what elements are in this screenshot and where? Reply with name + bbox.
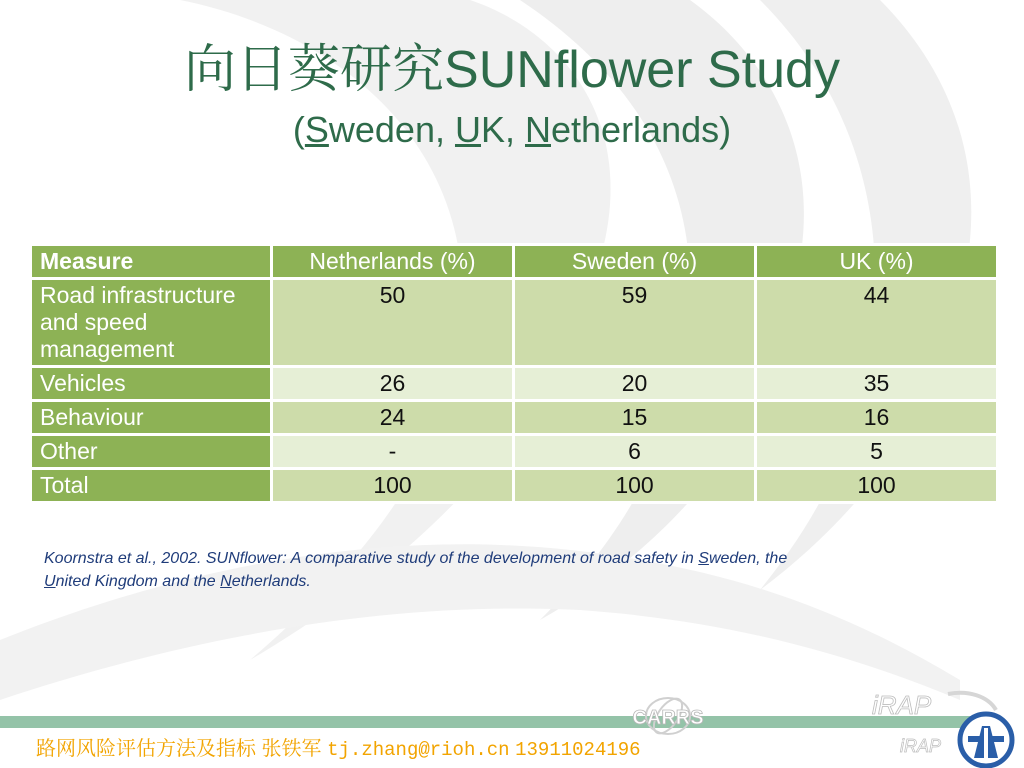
footer-chinese-title: 路网风险评估方法及指标 张铁军 <box>36 738 328 760</box>
subtitle-open-paren: ( <box>292 109 305 150</box>
row-label: Total <box>31 469 272 503</box>
cell-uk: 35 <box>756 367 998 401</box>
cell-netherlands: 26 <box>272 367 514 401</box>
header-measure: Measure <box>31 245 272 279</box>
subtitle-netherlands-rest: etherlands) <box>551 109 732 150</box>
footer-bar <box>0 716 1000 728</box>
citation-u-letter: U <box>44 573 56 590</box>
svg-text:CARRS: CARRS <box>632 707 704 729</box>
cell-uk: 100 <box>756 469 998 503</box>
cell-netherlands: 50 <box>272 279 514 367</box>
svg-text:iRAP: iRAP <box>900 736 942 756</box>
subtitle-s-letter: S <box>304 109 329 150</box>
table-row <box>31 401 998 435</box>
cell-netherlands: - <box>272 435 514 469</box>
citation-text: weden, the <box>708 550 788 567</box>
citation-text: etherlands. <box>231 573 311 590</box>
cell-netherlands: 24 <box>272 401 514 435</box>
subtitle-n-letter: N <box>525 109 551 150</box>
citation-n-letter: N <box>220 573 232 590</box>
cell-uk: 5 <box>756 435 998 469</box>
citation-s-letter: S <box>698 550 709 567</box>
subtitle-sweden-rest: weden, <box>328 109 455 150</box>
cell-uk: 44 <box>756 279 998 367</box>
header-sweden: Sweden (%) <box>514 245 756 279</box>
reference-citation <box>44 547 994 593</box>
cell-sweden: 59 <box>514 279 756 367</box>
cell-uk: 16 <box>756 401 998 435</box>
footer-email: tj.zhang@rioh.cn <box>327 739 510 761</box>
cell-sweden: 20 <box>514 367 756 401</box>
citation-text: nited Kingdom and the <box>55 573 221 590</box>
slide-title <box>0 40 1024 100</box>
header-netherlands: Netherlands (%) <box>272 245 514 279</box>
row-label: Other <box>31 435 272 469</box>
cell-sweden: 15 <box>514 401 756 435</box>
table-row <box>31 435 998 469</box>
row-label: Vehicles <box>31 367 272 401</box>
title-chinese: 向日葵研究 <box>184 41 445 99</box>
table-header-row <box>31 245 998 279</box>
svg-text:iRAP: iRAP <box>872 690 932 720</box>
slide-subtitle <box>0 108 1024 152</box>
row-label: Road infrastructure and speed management <box>31 279 272 367</box>
cell-sweden: 6 <box>514 435 756 469</box>
row-label: Behaviour <box>31 401 272 435</box>
citation-text: Koornstra et al., 2002. SUNflower: A comparative study of the development of road safety in <box>44 550 699 567</box>
carrs-logo <box>628 692 708 748</box>
table-row <box>31 367 998 401</box>
table-row <box>31 279 998 367</box>
cell-sweden: 100 <box>514 469 756 503</box>
header-uk: UK (%) <box>756 245 998 279</box>
subtitle-u-letter: U <box>454 109 481 150</box>
road-safety-measures-table <box>29 243 999 504</box>
cell-netherlands: 100 <box>272 469 514 503</box>
table-row <box>31 469 998 503</box>
title-english: SUNflower Study <box>444 41 840 99</box>
subtitle-uk-rest: K, <box>480 109 525 150</box>
footer-phone: 13911024196 <box>515 739 641 761</box>
footer-author-info <box>36 736 641 763</box>
irap-logo <box>868 686 1018 768</box>
